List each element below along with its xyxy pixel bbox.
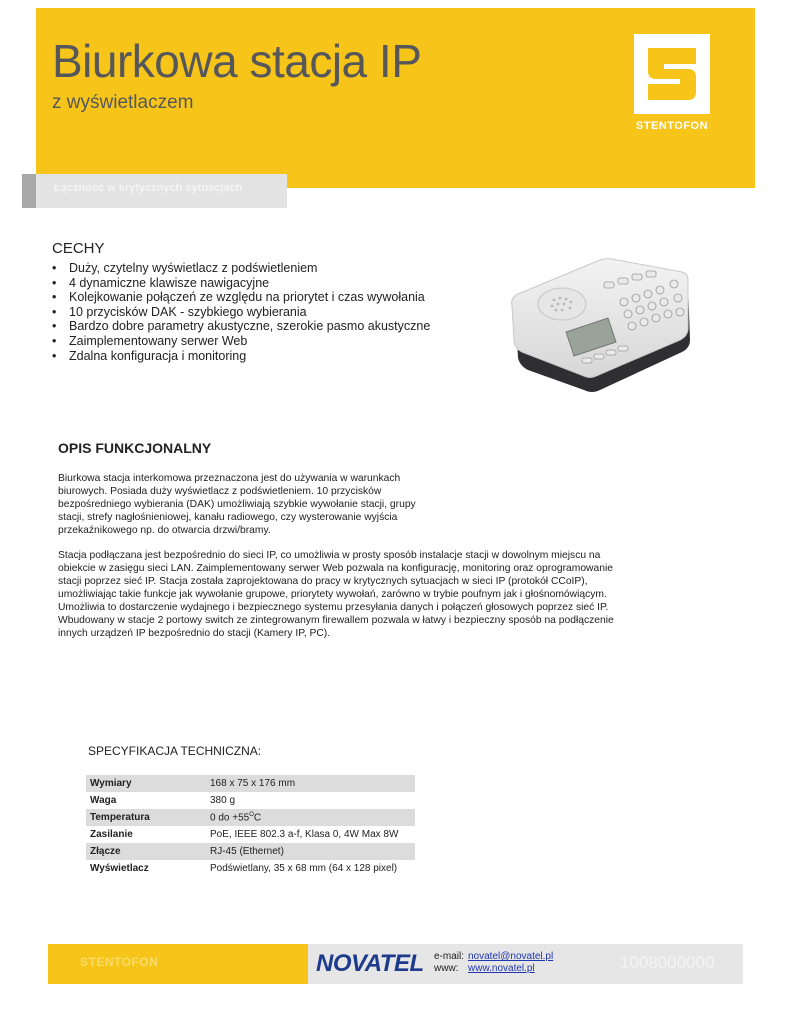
table-row — [86, 775, 415, 792]
spec-label: Zasilanie — [90, 829, 133, 840]
email-link[interactable]: novatel@novatel.pl — [468, 951, 554, 962]
novatel-logo: NOVATEL — [316, 950, 424, 977]
spec-label: Złącze — [86, 843, 206, 860]
table-row — [86, 826, 415, 843]
features-heading: CECHY — [52, 240, 105, 257]
product-image — [504, 258, 690, 394]
table-row — [86, 860, 415, 877]
table-row — [86, 843, 415, 860]
spec-value: 380 g — [210, 795, 236, 806]
tagline: Łączność w krytycznych sytuacjach — [54, 182, 243, 194]
spec-label: Wymiary — [86, 775, 206, 792]
spec-label: Waga — [90, 795, 117, 806]
footer-brand: STENTOFON — [80, 955, 159, 969]
page-subtitle: z wyświetlaczem — [52, 92, 194, 113]
stentofon-logo — [634, 34, 710, 114]
product-code: 1008000000 — [620, 953, 715, 972]
specs-table — [86, 775, 415, 877]
table-row — [86, 792, 415, 809]
tagline-bar-edge — [22, 174, 36, 208]
list-item: • Duży, czytelny wyświetlacz z podświetleniem — [52, 261, 318, 275]
description-paragraph-1: Biurkowa stacja interkomowa przeznaczona jest do używania w warunkach biurowych. Posiada duży wyświetlacz z podświetleniem. 10 przycisków bezpośredniego wybierania (DAK) umożliwiają szybkie wywołanie stacji, grupy stacji, strefy nagłośnieniowej, kanału radiowego, czy wysterowanie wyjścia przekaźnikowego np. do otwarcia drzwi/bramy. — [58, 473, 416, 536]
spec-value: Podświetlany, 35 x 68 mm (64 x 128 pixel) — [210, 863, 398, 874]
specs-heading: SPECYFIKACJA TECHNICZNA: — [88, 744, 262, 758]
spec-value: 168 x 75 x 176 mm — [206, 775, 415, 792]
spec-label: Temperatura — [86, 809, 206, 826]
list-item: • 4 dynamiczne klawisze nawigacyjne — [52, 275, 270, 290]
spec-value: PoE, IEEE 802.3 a-f, Klasa 0, 4W Max 8W — [210, 829, 399, 840]
description-heading: OPIS FUNKCJONALNY — [58, 440, 212, 456]
logo-text: STENTOFON — [635, 120, 709, 132]
table-row — [86, 809, 415, 826]
email-label: e-mail: — [434, 951, 465, 962]
list-item: • Zdalna konfiguracja i monitoring — [52, 348, 247, 363]
list-item: • Bardzo dobre parametry akustyczne, szerokie pasmo akustyczne — [52, 319, 431, 334]
page-title: Biurkowa stacja IP — [52, 35, 422, 87]
spec-value: 0 do $+55^OC$ — [206, 809, 415, 826]
list-item: • Kolejkowanie połączeń ze względu na priorytet i czas wywołania — [52, 290, 425, 305]
website-link[interactable]: www.novatel.pl — [468, 963, 535, 974]
spec-label: Wyświetlacz — [90, 863, 149, 874]
list-item: • Zaimplementowany serwer Web — [52, 333, 248, 348]
description-paragraph-2: Stacja podłączana jest bezpośrednio do sieci IP, co umożliwia w prosty sposób instalacje stacji w dowolnym miejscu na obiekcie w zasięgu sieci LAN. Zaimplementowany serwer Web pozwala na konfigurację, monitoring oraz oprogramowanie stacji poprzez sieć IP. Stacja została zaprojektowana do pracy w krytycznych sytuacjach w sieci IP (protokół CCoIP), umożliwiając takie funkcje jak wywołanie grupowe, priorytety wywołań, zarówno w trybie poufnym jak i głośnomówiącym. Umożliwia to dostarczenie wydajnego i bezpiecznego systemu przesyłania danych i połączeń głosowych poprzez sieć IP. Wbudowany w stacje 2 portowy switch ze zintegrowanym firewallem pozwala w łatwy i bezpieczny sposób na podłączenie innych urządzeń IP bezpośrednio do stacji (Kamery IP, PC). — [58, 550, 614, 639]
features-list — [52, 261, 430, 363]
spec-value: RJ-45 (Ethernet) — [206, 843, 415, 860]
www-label: www: — [434, 963, 459, 974]
list-item: • 10 przycisków DAK - szybkiego wybierania — [52, 304, 307, 319]
